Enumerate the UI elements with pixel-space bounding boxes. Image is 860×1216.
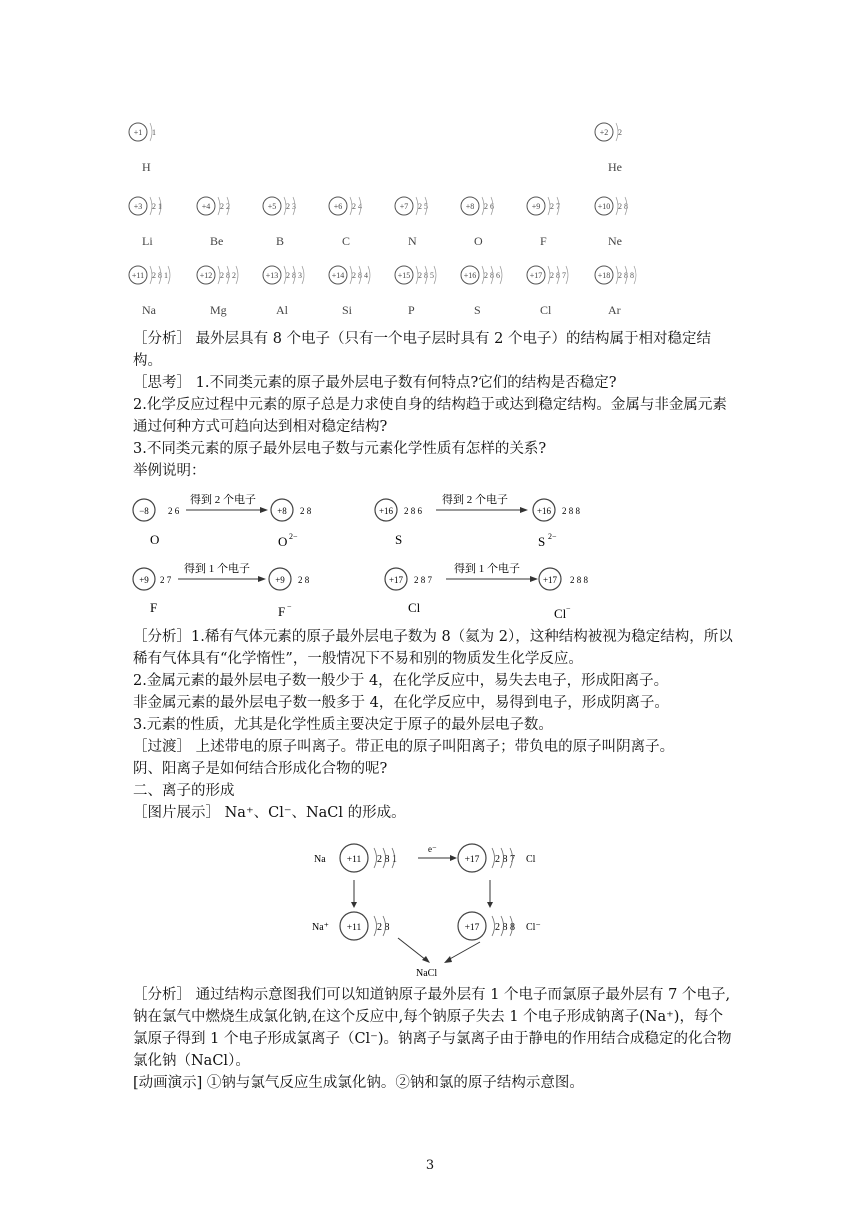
nucleus-charge: +7 xyxy=(399,202,409,211)
shell-arc xyxy=(548,197,550,215)
atom-b xyxy=(263,197,296,248)
example-oxygen xyxy=(133,492,312,549)
f-ion-shells: 2 8 xyxy=(298,575,310,585)
atom-ar xyxy=(595,266,636,317)
nucleus-charge: +2 xyxy=(599,128,609,137)
shell-electrons: 2 8 7 xyxy=(550,271,566,280)
atom-si xyxy=(329,266,370,317)
shell-electrons: 2 5 xyxy=(418,202,428,211)
nucleus-charge: +11 xyxy=(131,271,145,280)
na-ion-shells: 2 8 xyxy=(377,922,390,933)
nucleus-charge: +6 xyxy=(333,202,343,211)
atom-f xyxy=(527,197,560,248)
element-symbol: O xyxy=(474,234,483,248)
shell-arc xyxy=(218,266,220,284)
element-symbol: Na xyxy=(142,303,156,317)
element-symbol: Be xyxy=(210,234,224,248)
f-atom-shells: 2 7 xyxy=(160,575,172,585)
element-symbol: H xyxy=(142,160,151,174)
s-ion-nucleus: +16 xyxy=(536,506,552,516)
shell-arc xyxy=(566,266,568,284)
s-atom-shells: 2 8 6 xyxy=(404,506,422,516)
cl-ion-nucleus: +17 xyxy=(542,575,558,585)
shell-electrons: 2 8 3 xyxy=(286,271,302,280)
nucleus-charge: +1 xyxy=(133,128,143,137)
shell-electrons: 2 8 5 xyxy=(418,271,434,280)
element-symbol: Si xyxy=(342,303,353,317)
element-symbol: B xyxy=(276,234,285,248)
na-symbol: Na xyxy=(314,854,326,865)
o-ion-charge: 2− xyxy=(289,532,298,541)
shell-arc xyxy=(482,197,484,215)
nacl-product: NaCl xyxy=(416,968,438,978)
element-symbol: N xyxy=(408,234,417,248)
na-ion-symbol: Na⁺ xyxy=(312,922,329,933)
nucleus-charge: +3 xyxy=(133,202,143,211)
f-ion-symbol: F xyxy=(278,604,286,619)
atom-li xyxy=(129,197,162,248)
section-heading-ion-formation: 二、离子的形成 xyxy=(133,783,235,799)
element-symbol: Al xyxy=(276,303,288,317)
analysis-point-2a: 2.金属元素的最外层电子数一般少于 4，在化学反应中，易失去电子，形成阳离子。 xyxy=(133,673,669,689)
cl-ion-charge: − xyxy=(566,604,571,613)
shell-electrons: 2 8 2 xyxy=(220,271,236,280)
nucleus-charge: +9 xyxy=(531,202,541,211)
element-symbol: Cl xyxy=(540,303,552,317)
atom-na xyxy=(129,266,170,317)
nucleus-charge: +4 xyxy=(201,202,211,211)
f-ion-charge: − xyxy=(287,602,292,611)
shell-arc xyxy=(416,266,418,284)
shell-arc xyxy=(150,123,152,141)
f-atom-nucleus: +9 xyxy=(139,575,149,585)
analysis-paragraph-3: ［分析］ 通过结构示意图我们可以知道钠原子最外层有 1 个电子而氯原子最外层有 7 个电子,钠在氯气中燃烧生成氯化钠,在这个反应中,每个钠原子失去 1 个电子形成钠离子(Na⁺)，每个氯原子得到 1 个电子形成氯离子（Cl⁻)。钠离子与氯离子由于静电的作用结合成稳定的化合物氯化钠（NaCl）。 xyxy=(133,987,732,1069)
atom-o xyxy=(461,197,494,248)
analysis-paragraph-2: ［分析］1.稀有气体元素的原子最外层电子数为 8（氦为 2），这种结构被视为稳定结构，所以稀有气体具有“化学惰性”，一般情况下不易和别的物质发生化学反应。 xyxy=(133,629,733,667)
shell-arc xyxy=(302,266,304,284)
picture-display-caption: ［图片展示］ Na⁺、Cl⁻、NaCl 的形成。 xyxy=(133,805,406,821)
think-question-1: ［思考］ 1.不同类元素的原子最外层电子数有何特点?它们的结构是否稳定? xyxy=(133,375,617,391)
atom-al xyxy=(263,266,304,317)
cl-nucleus: +17 xyxy=(464,855,480,865)
shell-electrons: 2 7 xyxy=(550,202,560,211)
element-symbol: Ne xyxy=(608,234,622,248)
shell-arc xyxy=(236,266,238,284)
cl-ion-symbol: Cl⁻ xyxy=(526,922,541,933)
think-question-3: 3.不同类元素的原子最外层电子数与元素化学性质有怎样的关系? xyxy=(133,441,547,457)
shell-arc xyxy=(150,266,152,284)
nucleus-charge: +12 xyxy=(199,271,213,280)
nucleus-charge: +16 xyxy=(463,271,477,280)
shell-arc xyxy=(416,197,418,215)
shell-arc xyxy=(634,266,636,284)
cl-ion-symbol: Cl xyxy=(554,606,567,621)
example-fluorine xyxy=(133,561,310,619)
shell-arc xyxy=(548,266,550,284)
nucleus-charge: +18 xyxy=(597,271,611,280)
shell-arc xyxy=(616,123,618,141)
element-symbol: S xyxy=(474,303,481,317)
nucleus-charge: +17 xyxy=(529,271,543,280)
shell-arc xyxy=(218,197,220,215)
o-atom-symbol: O xyxy=(150,532,160,547)
nacl-formation-diagram xyxy=(310,836,560,978)
cl-atom-shells: 2 8 7 xyxy=(414,575,432,585)
element-symbol: Ar xyxy=(608,303,621,317)
atom-p xyxy=(395,266,436,317)
atom-s xyxy=(461,266,502,317)
cl-shells: 2 8 7 xyxy=(495,854,515,865)
f-ion-nucleus: +9 xyxy=(275,575,285,585)
element-symbol: P xyxy=(408,303,415,317)
na-ion-nucleus: +11 xyxy=(346,923,362,933)
shell-electrons: 2 6 xyxy=(484,202,494,211)
electron-label: e⁻ xyxy=(428,844,437,854)
atom-h xyxy=(129,123,156,174)
shell-electrons: 2 8 8 xyxy=(618,271,634,280)
element-symbol: F xyxy=(540,234,547,248)
cl-atom-nucleus: +17 xyxy=(388,575,404,585)
analysis-point-3: 3.元素的性质，尤其是化学性质主要决定于原子的最外层电子数。 xyxy=(133,717,553,733)
analysis-paragraph-1: ［分析］ 最外层具有 8 个电子（只有一个电子层时具有 2 个电子）的结构属于相对稳定结构。 xyxy=(133,331,711,369)
example-chlorine xyxy=(385,561,589,621)
o-ion-symbol: O xyxy=(278,534,288,549)
atom-he xyxy=(595,123,622,174)
shell-electrons: 2 4 xyxy=(352,202,362,211)
element-symbol: C xyxy=(342,234,351,248)
shell-electrons: 2 3 xyxy=(286,202,296,211)
shell-electrons: 2 xyxy=(618,128,622,137)
electron-gain-diagram xyxy=(120,482,640,624)
nucleus-charge: +14 xyxy=(331,271,345,280)
page-number: 3 xyxy=(425,1158,435,1173)
shell-arc xyxy=(616,197,618,215)
atom-cl xyxy=(527,266,568,317)
example-heading: 举例说明： xyxy=(133,463,206,479)
cl-ion-shells: 2 8 8 xyxy=(495,922,515,933)
think-question-2: 2.化学反应过程中元素的原子总是力求使自身的结构趋于或达到稳定结构。金属与非金属元素通过何种方式可趋向达到相对稳定结构? xyxy=(133,397,727,435)
nucleus-charge: +13 xyxy=(265,271,279,280)
s-ion-shells: 2 8 8 xyxy=(562,506,580,516)
na-nucleus: +11 xyxy=(346,855,362,865)
shell-arc xyxy=(168,266,170,284)
shell-arc xyxy=(368,266,370,284)
shell-arc xyxy=(616,266,618,284)
element-symbol: He xyxy=(608,160,622,174)
cl-gain-label: 得到 1 个电子 xyxy=(454,563,520,575)
transition-paragraph: ［过渡］ 上述带电的原子叫离子。带正电的原子叫阳离子；带负电的原子叫阴离子。 xyxy=(133,739,675,755)
cl-symbol: Cl xyxy=(526,854,536,865)
o-atom-nucleus: −8 xyxy=(139,506,149,516)
atomic-structure-table xyxy=(120,110,660,325)
example-sulfur xyxy=(375,492,581,549)
shell-electrons: 2 8 1 xyxy=(152,271,168,280)
nucleus-charge: +10 xyxy=(597,202,611,211)
atom-mg xyxy=(197,266,238,317)
shell-electrons: 1 xyxy=(152,128,156,137)
shell-electrons: 2 8 xyxy=(618,202,628,211)
cl-ion-nucleus: +17 xyxy=(464,923,480,933)
nucleus-charge: +15 xyxy=(397,271,411,280)
transition-question: 阴、阳离子是如何结合形成化合物的呢? xyxy=(133,761,388,777)
atom-ne xyxy=(595,197,628,248)
atom-c xyxy=(329,197,362,248)
s-ion-charge: 2− xyxy=(548,532,557,541)
o-ion-nucleus: +8 xyxy=(277,506,287,516)
shell-arc xyxy=(482,266,484,284)
atom-be xyxy=(197,197,230,248)
na-shells: 2 8 1 xyxy=(377,854,397,865)
shell-arc xyxy=(350,266,352,284)
s-atom-symbol: S xyxy=(395,532,403,547)
shell-electrons: 2 1 xyxy=(152,202,162,211)
o-ion-shells: 2 8 xyxy=(300,506,312,516)
shell-arc xyxy=(500,266,502,284)
shell-electrons: 2 2 xyxy=(220,202,230,211)
shell-arc xyxy=(150,197,152,215)
s-atom-nucleus: +16 xyxy=(378,506,394,516)
analysis-point-2b: 非金属元素的最外层电子数一般多于 4，在化学反应中，易得到电子，形成阴离子。 xyxy=(133,695,669,711)
shell-arc xyxy=(434,266,436,284)
cl-ion-shells: 2 8 8 xyxy=(570,575,588,585)
shell-electrons: 2 8 6 xyxy=(484,271,500,280)
atom-n xyxy=(395,197,428,248)
o-atom-shells: 2 6 xyxy=(168,506,180,516)
cl-atom-symbol: Cl xyxy=(408,600,421,615)
element-symbol: Mg xyxy=(210,303,227,317)
element-symbol: Li xyxy=(142,234,153,248)
animation-demo: [动画演示] ①钠与氯气反应生成氯化钠。②钠和氯的原子结构示意图。 xyxy=(133,1075,584,1091)
shell-electrons: 2 8 4 xyxy=(352,271,368,280)
shell-arc xyxy=(284,266,286,284)
nucleus-charge: +5 xyxy=(267,202,277,211)
o-gain-label: 得到 2 个电子 xyxy=(190,494,256,506)
nucleus-charge: +8 xyxy=(465,202,475,211)
f-gain-label: 得到 1 个电子 xyxy=(184,563,250,575)
s-ion-symbol: S xyxy=(538,534,546,549)
f-atom-symbol: F xyxy=(150,600,158,615)
shell-arc xyxy=(350,197,352,215)
s-gain-label: 得到 2 个电子 xyxy=(442,494,508,506)
shell-arc xyxy=(284,197,286,215)
